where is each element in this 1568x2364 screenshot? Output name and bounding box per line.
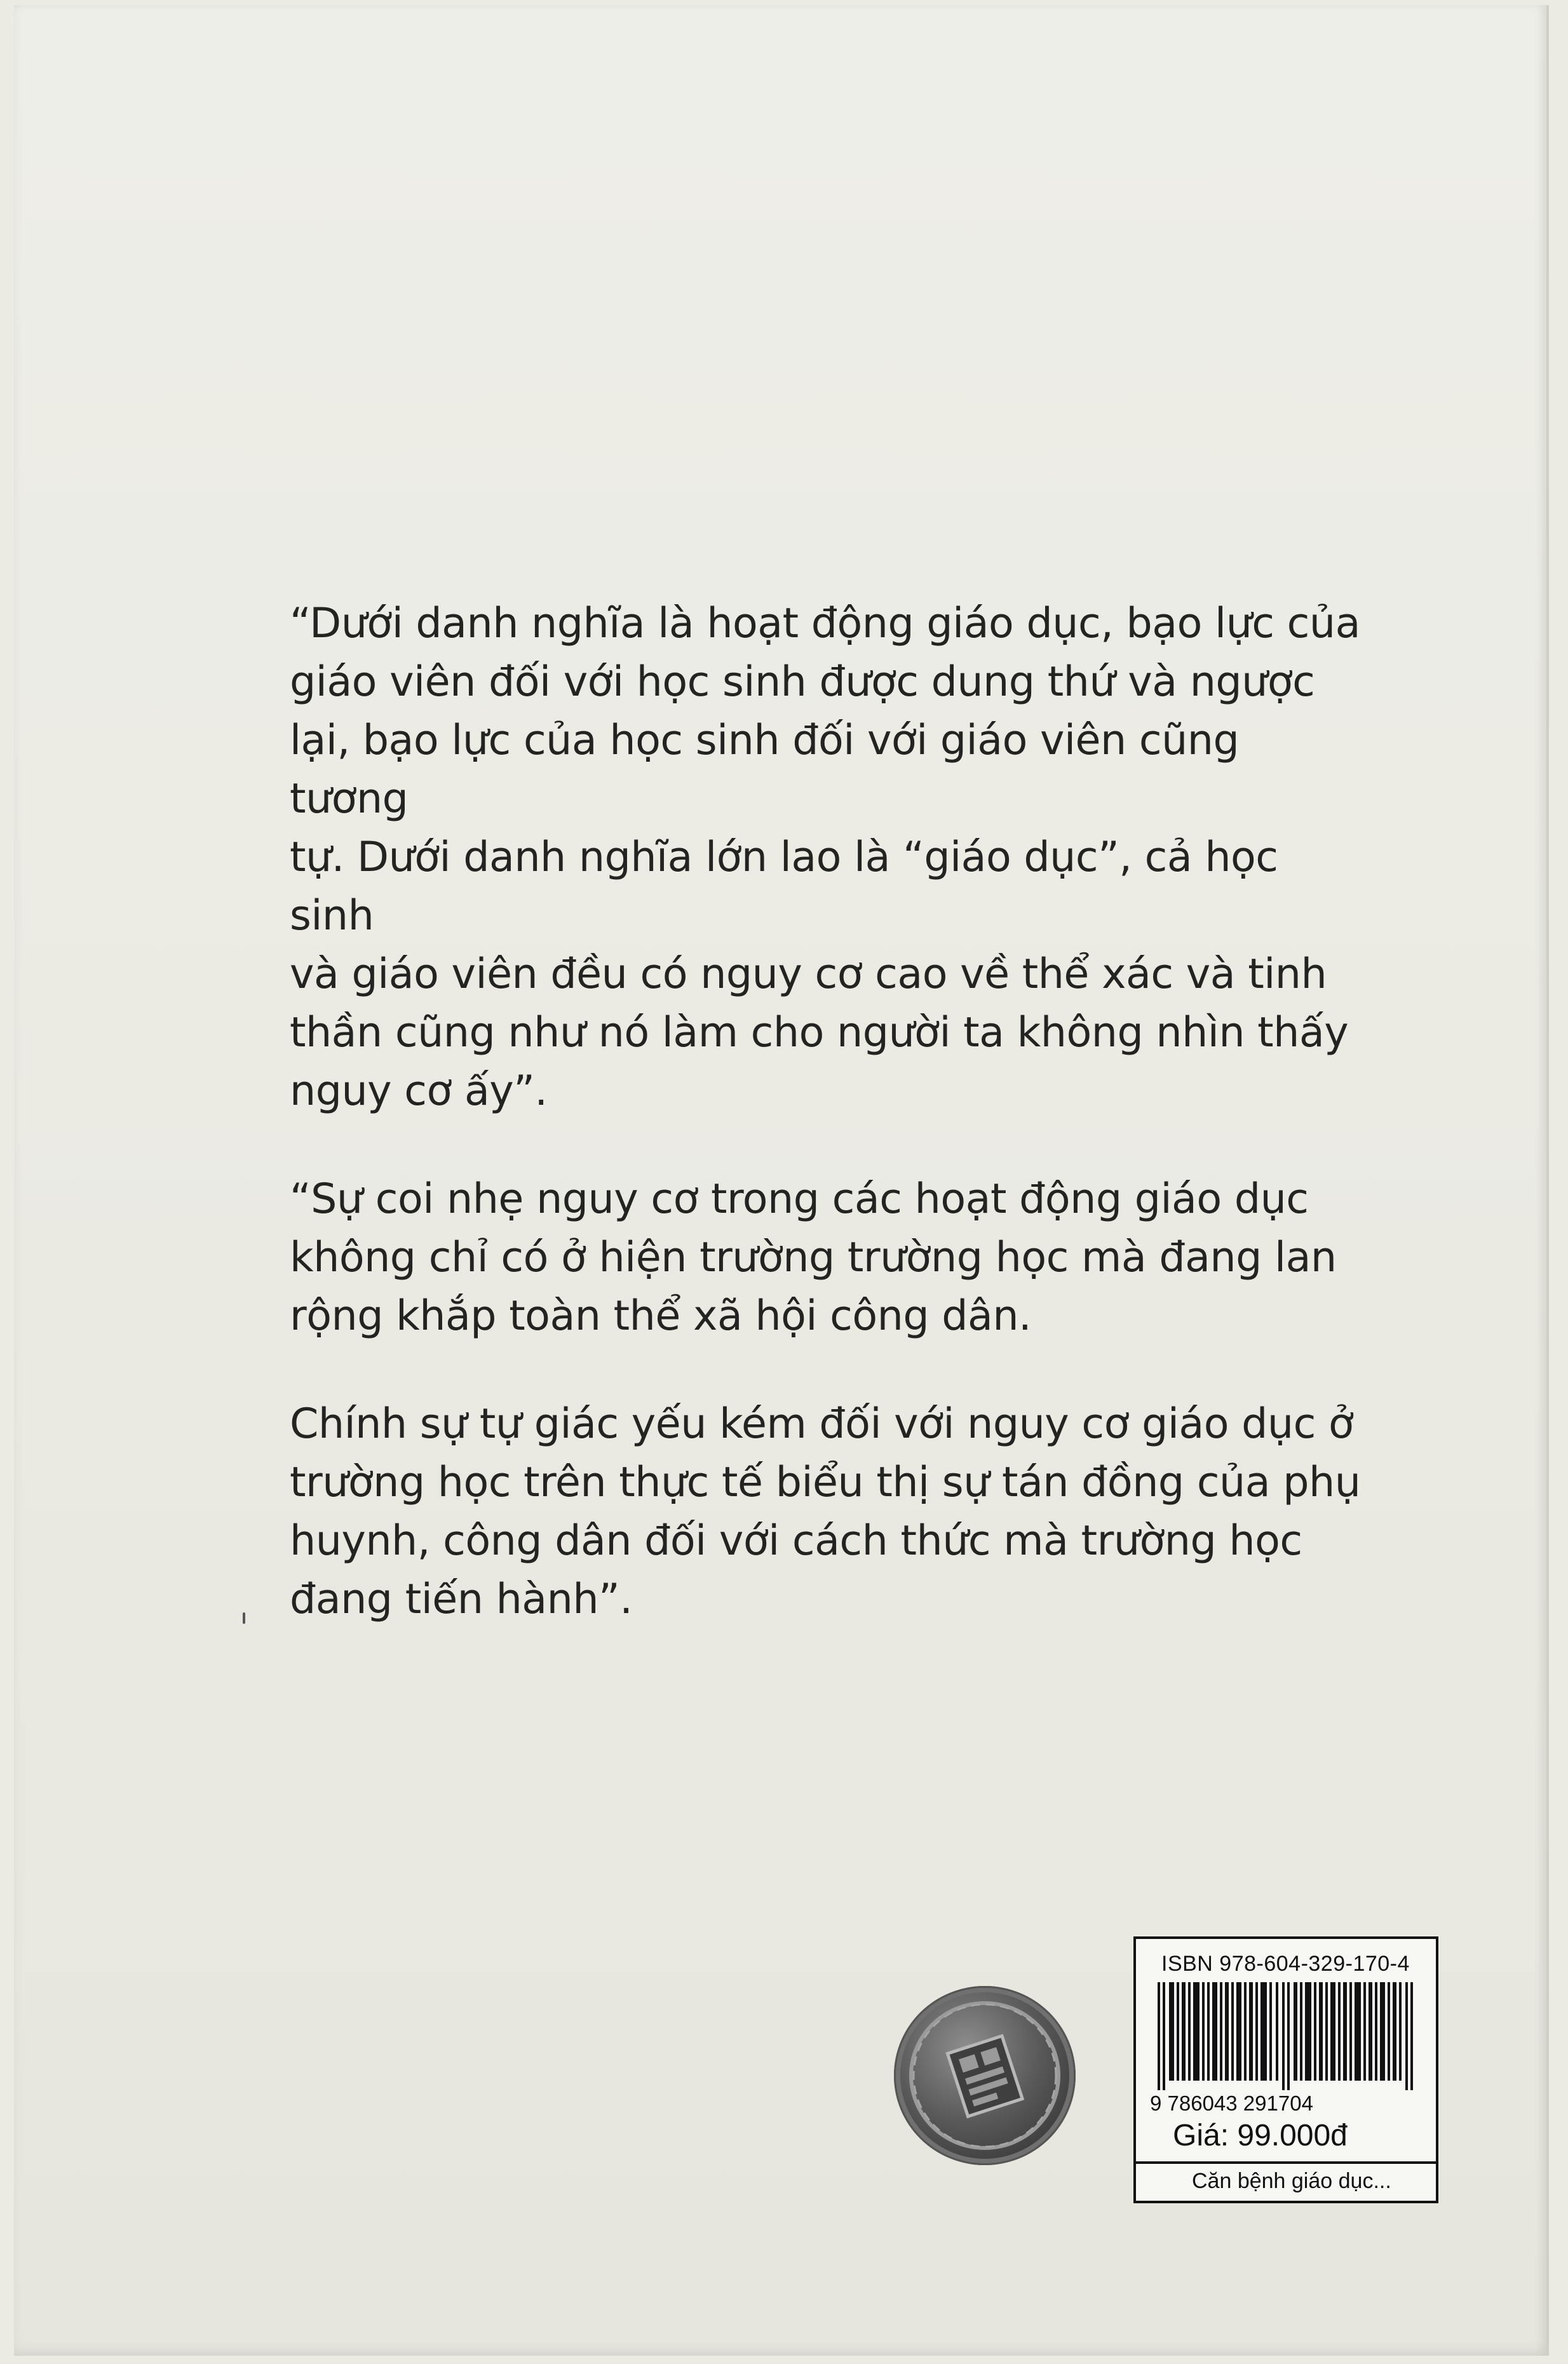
back-cover: [14, 5, 1549, 2356]
quote-paragraph-2: “Sự coi nhẹ nguy cơ trong các hoạt động giáo dục không chỉ có ở hiện trường trường học mà đang lan rộng khắp toàn thể xã hội công dân.: [290, 1175, 1337, 1340]
quote-paragraph-3: Chính sự tự giác yếu kém đối với nguy cơ giáo dục ở trường học trên thực tế biểu thị sự tán đồng của phụ huynh, công dân đối với cách thức mà trường học đang tiến hành”.: [290, 1400, 1361, 1623]
print-speck: [243, 1612, 245, 1624]
label-divider: [1136, 2161, 1436, 2164]
book-title-label: Căn bệnh giáo dục...: [1192, 2169, 1391, 2193]
price-text: Giá: 99.000đ: [1173, 2119, 1348, 2152]
barcode-label: [1133, 1936, 1438, 2203]
barcode-bars: [1155, 1982, 1422, 2090]
quote-block: [290, 595, 1370, 1629]
quote-paragraph-1: “Dưới danh nghĩa là hoạt động giáo dục, bạo lực của giáo viên đối với học sinh được dung thứ và ngược lại, bạo lực của học sinh đối với giáo viên cũng tương tự. Dưới danh nghĩa lớn lao là “giáo dục”, cả học sinh và giáo viên đều có nguy cơ cao về thể xác và tinh thần cũng như nó làm cho người ta không nhìn thấy nguy cơ ấy”.: [290, 600, 1360, 1115]
barcode-digits: 9 786043 291704: [1150, 2091, 1313, 2115]
publisher-seal-sticker: [894, 1986, 1076, 2165]
isbn-text: ISBN 978-604-329-170-4: [1161, 1952, 1410, 1976]
seal-emblem-icon: [894, 1986, 1076, 2165]
